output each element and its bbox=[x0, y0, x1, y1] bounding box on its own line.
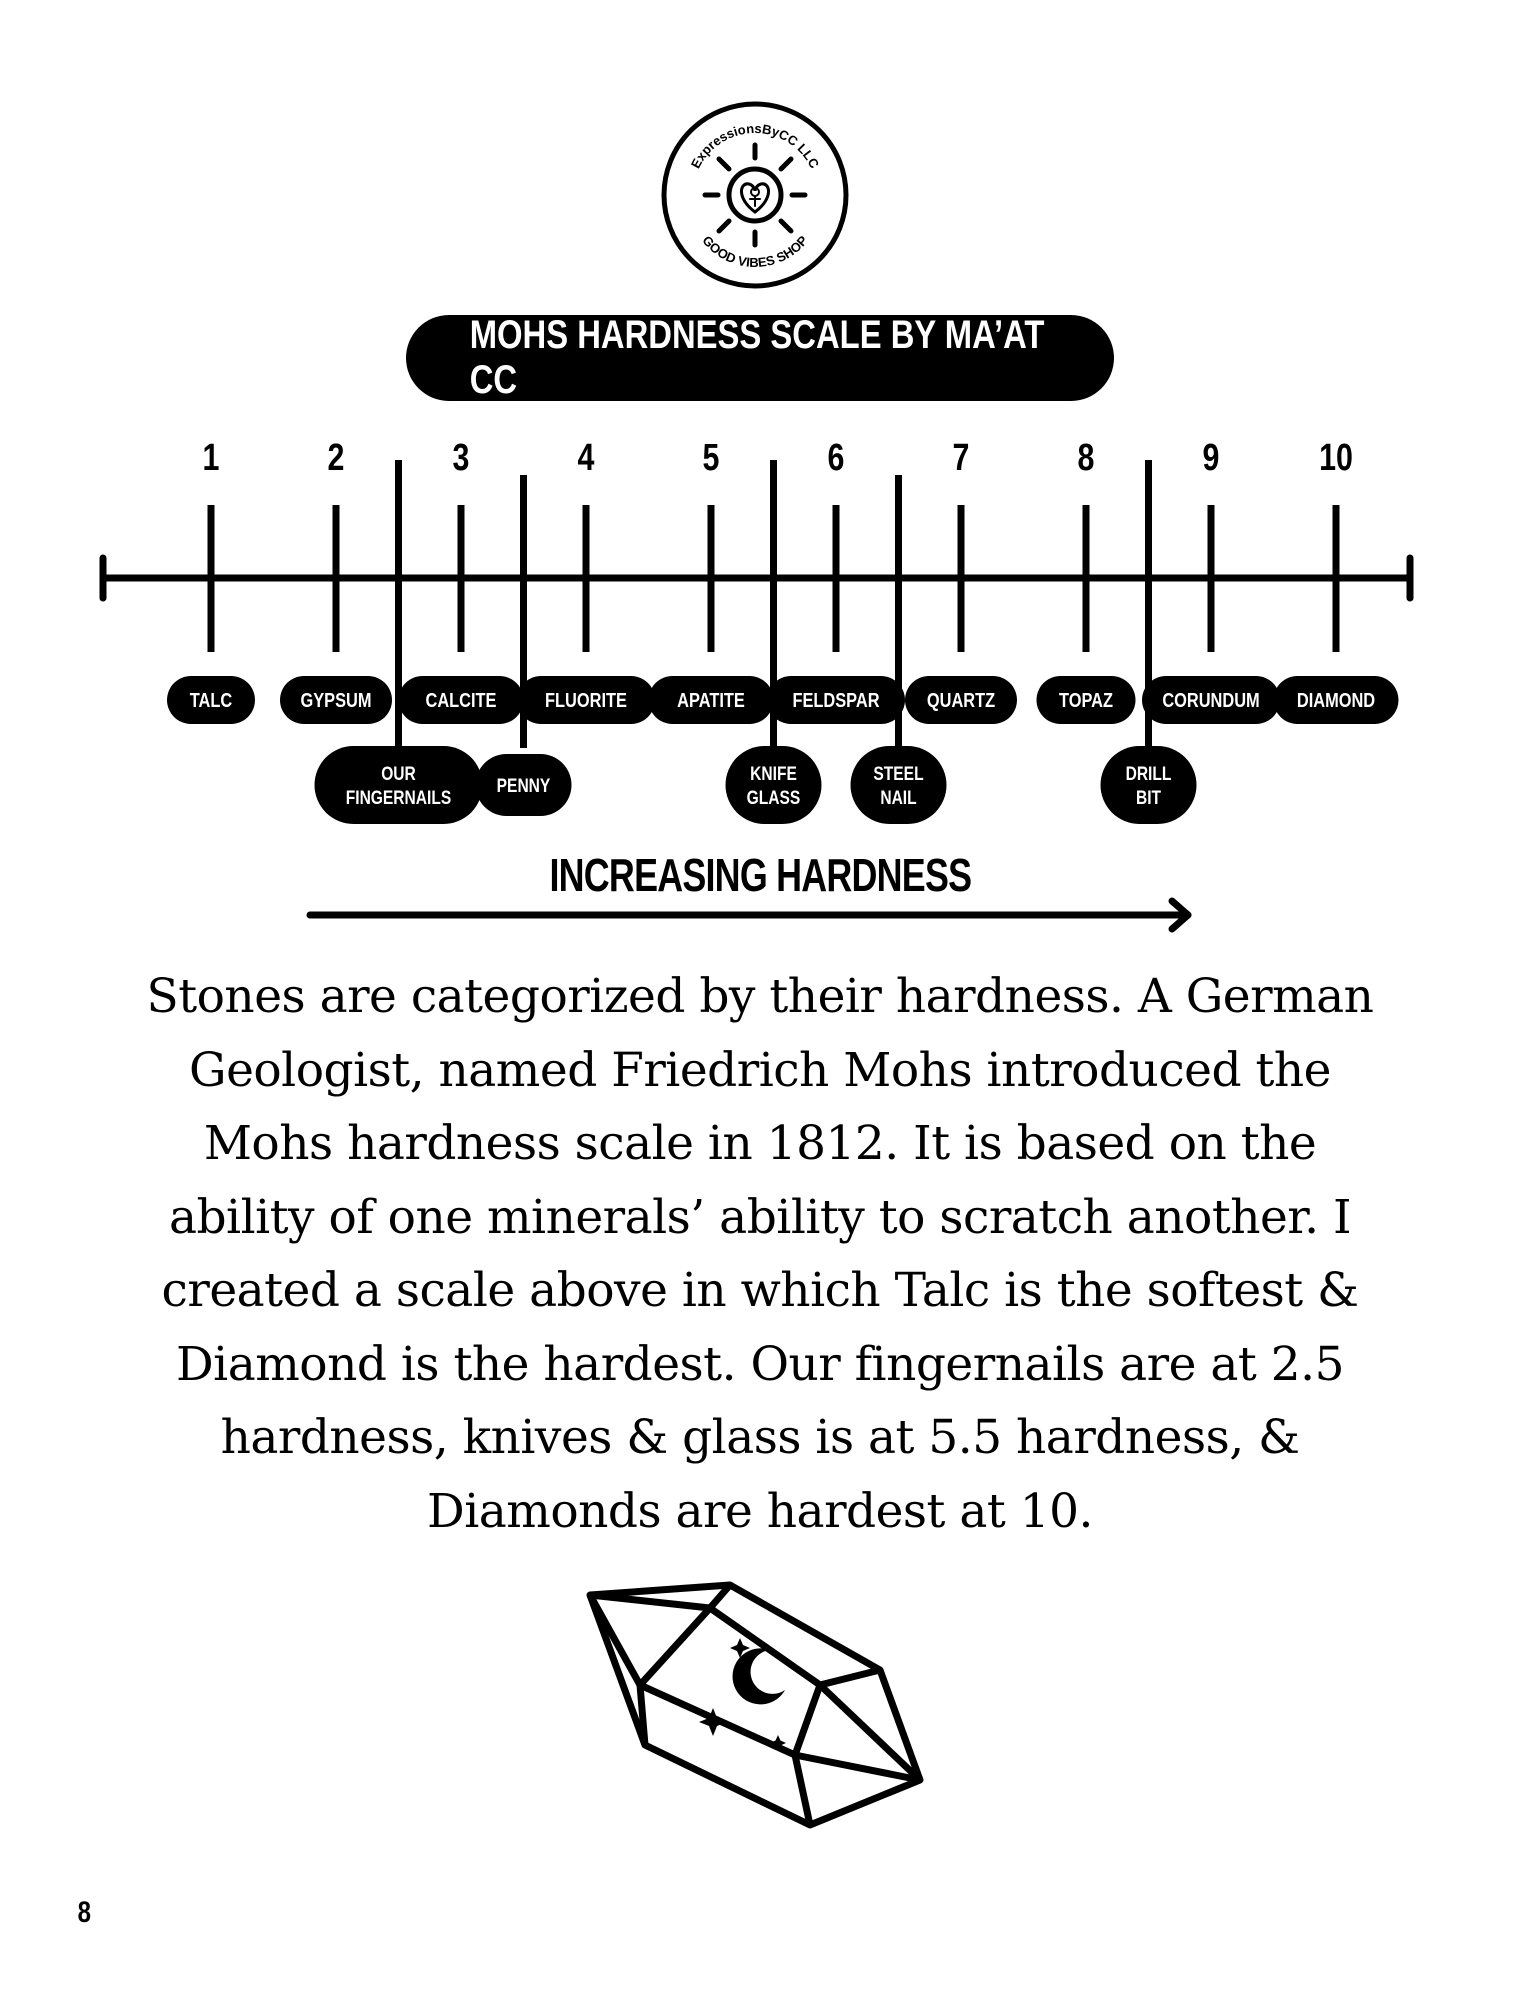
page-title-text: MOHS HARDNESS SCALE BY MA’AT CC bbox=[469, 313, 1045, 402]
page-number bbox=[76, 1896, 93, 1930]
description-line: created a scale above in which Talc is the softest & bbox=[161, 1263, 1359, 1318]
scale-number-3: 3 bbox=[452, 436, 470, 479]
mineral-label: TOPAZ bbox=[1059, 688, 1113, 712]
reference-label: BIT bbox=[1135, 786, 1162, 809]
mineral-label: FELDSPAR bbox=[792, 688, 880, 712]
brand-logo bbox=[660, 100, 850, 290]
reference-label: PENNY bbox=[496, 774, 551, 797]
scale-number-5: 5 bbox=[702, 436, 720, 479]
description-line: Stones are categorized by their hardness. A German bbox=[146, 969, 1374, 1024]
scale-number-8: 8 bbox=[1077, 436, 1095, 479]
reference-label: FINGERNAILS bbox=[345, 786, 452, 809]
mineral-label: APATITE bbox=[677, 688, 745, 712]
scale-number-4: 4 bbox=[577, 436, 595, 479]
reference-label: OUR bbox=[381, 762, 416, 785]
reference-pill bbox=[315, 746, 483, 824]
reference-pill bbox=[726, 746, 822, 824]
description-line: hardness, knives & glass is at 5.5 hardness, & bbox=[220, 1410, 1300, 1465]
reference-label: KNIFE bbox=[750, 762, 797, 785]
mineral-label: DIAMOND bbox=[1296, 688, 1376, 712]
mineral-label: GYPSUM bbox=[300, 688, 372, 712]
mineral-label: CORUNDUM bbox=[1162, 688, 1260, 712]
mineral-label: QUARTZ bbox=[926, 688, 996, 712]
logo-bottom-text: GOOD VIBES SHOP bbox=[699, 232, 811, 271]
description-line: Diamond is the hardest. Our fingernails are at 2.5 bbox=[176, 1336, 1344, 1392]
mineral-label: CALCITE bbox=[425, 688, 497, 712]
page-title bbox=[406, 315, 1114, 401]
description-line: ability of one minerals’ ability to scratch another. I bbox=[168, 1189, 1352, 1245]
scale-number-7: 7 bbox=[952, 436, 970, 479]
increasing-hardness-text: INCREASING HARDNESS bbox=[549, 849, 971, 901]
mohs-scale-diagram bbox=[0, 420, 1520, 840]
reference-label: GLASS bbox=[746, 786, 801, 809]
description-line: Geologist, named Friedrich Mohs introduced the bbox=[189, 1042, 1331, 1098]
logo-top-text: ExpressionsByCC LLC bbox=[687, 120, 823, 171]
sun-wheel-heart-ankh-icon bbox=[705, 145, 805, 245]
scale-number-9: 9 bbox=[1202, 436, 1220, 479]
description-paragraph bbox=[110, 960, 1410, 1548]
reference-label: STEEL bbox=[873, 762, 924, 785]
scale-number-10: 10 bbox=[1319, 436, 1353, 479]
mineral-label: TALC bbox=[189, 688, 233, 712]
increasing-hardness-label bbox=[400, 848, 1120, 902]
crystal-moon-stars-icon bbox=[585, 1580, 935, 1840]
reference-label: DRILL bbox=[1125, 762, 1172, 785]
reference-pill bbox=[851, 746, 947, 824]
increasing-hardness-arrow bbox=[300, 896, 1220, 936]
description-line: Mohs hardness scale in 1812. It is based on the bbox=[203, 1116, 1317, 1171]
mineral-label: FLUORITE bbox=[545, 688, 627, 712]
scale-number-6: 6 bbox=[827, 436, 845, 479]
scale-number-2: 2 bbox=[327, 436, 345, 479]
reference-label: NAIL bbox=[880, 786, 917, 809]
reference-pill bbox=[1101, 746, 1197, 824]
description-line: Diamonds are hardest at 10. bbox=[427, 1483, 1093, 1539]
page-number-text: 8 bbox=[77, 1896, 92, 1929]
scale-number-1: 1 bbox=[202, 436, 220, 479]
